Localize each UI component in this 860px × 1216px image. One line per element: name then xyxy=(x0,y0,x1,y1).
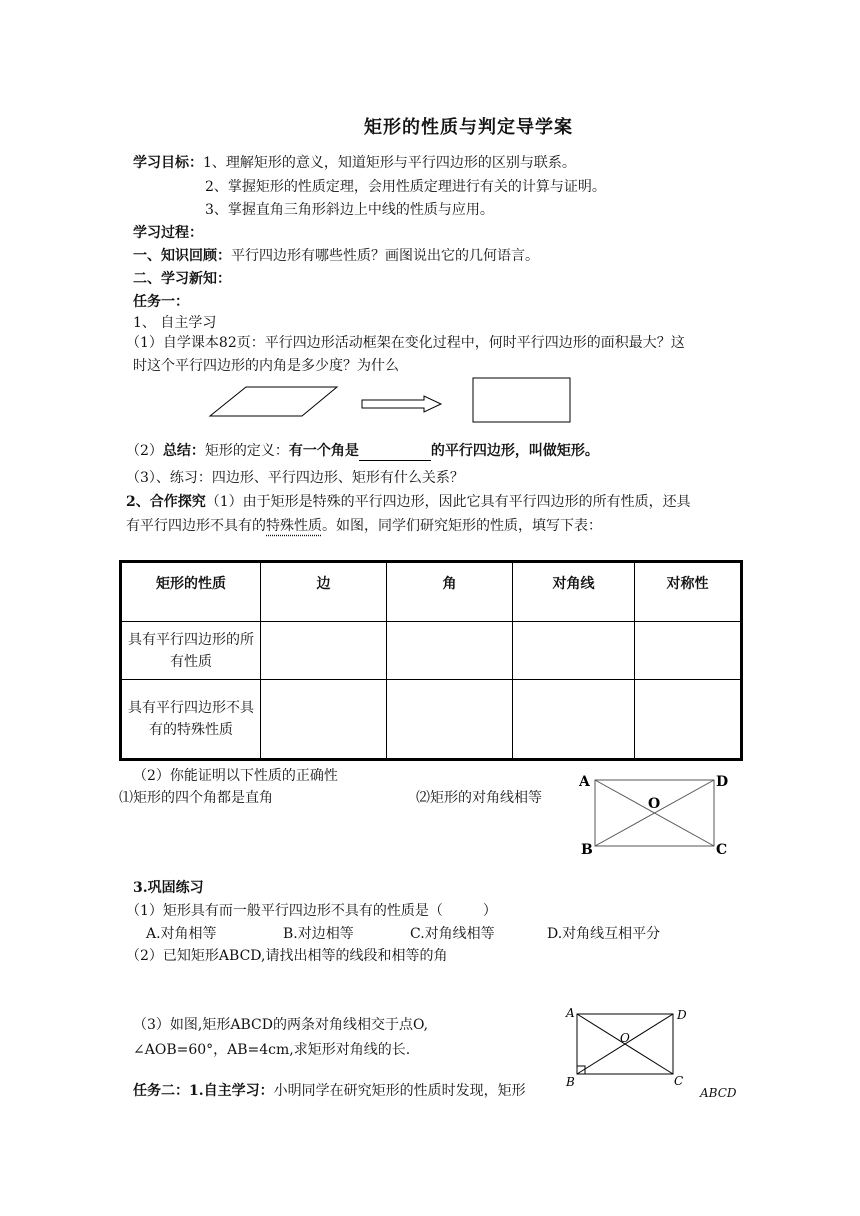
self-study-label: 1、 自主学习 xyxy=(133,315,217,331)
arrow-icon xyxy=(362,396,441,412)
vertex-label-b: B xyxy=(566,1075,575,1089)
option-c: C.对角线相等 xyxy=(410,926,495,942)
table-cell[interactable] xyxy=(387,680,513,760)
vertex-label-c: C xyxy=(716,842,728,858)
table-row xyxy=(121,622,742,680)
vertex-label-d: D xyxy=(716,774,729,790)
prove-item-1: ⑴矩形的四个角都是直角 xyxy=(119,790,273,806)
parallelogram-shape xyxy=(210,387,337,416)
rectangle-abcd-figure-1 xyxy=(577,770,732,858)
fill-blank[interactable] xyxy=(359,444,431,461)
table-header-cell: 对称性 xyxy=(635,562,742,622)
table-cell[interactable] xyxy=(387,622,513,680)
task2-abcd: ABCD xyxy=(700,1086,737,1100)
prove-intro: （2）你能证明以下性质的正确性 xyxy=(133,768,338,784)
table-cell[interactable] xyxy=(635,622,742,680)
goal-item-1: 1、理解矩形的意义，知道矩形与平行四边形的区别与联系。 xyxy=(203,155,576,171)
task1-label: 任务一： xyxy=(133,294,189,310)
table-header-cell: 角 xyxy=(387,562,513,622)
goal-item-2: 2、掌握矩形的性质定理，会用性质定理进行有关的计算与证明。 xyxy=(205,179,606,195)
table-header-cell: 对角线 xyxy=(513,562,635,622)
coop-line1: 2、合作探究（1）由于矩形是特殊的平行四边形，因此它具有平行四边形的所有性质，还具 xyxy=(126,494,691,510)
q2-definition-line: （2）总结：矩形的定义：有一个角是 的平行四边形，叫做矩形。 xyxy=(126,443,599,459)
properties-table xyxy=(119,560,743,761)
table-row-label: 具有平行四边形不具有的特殊性质 xyxy=(121,680,261,760)
center-label-o: O xyxy=(648,796,661,812)
table-cell[interactable] xyxy=(635,680,742,760)
table-header-cell: 边 xyxy=(261,562,387,622)
table-cell[interactable] xyxy=(261,622,387,680)
process-label: 学习过程： xyxy=(133,225,203,241)
vertex-label-b: B xyxy=(581,842,593,858)
option-d: D.对角线互相平分 xyxy=(547,926,661,942)
center-label-o: O xyxy=(620,1031,630,1045)
practice-q2: （2）已知矩形ABCD,请找出相等的线段和相等的角 xyxy=(126,948,448,964)
page-title: 矩形的性质与判定导学案 xyxy=(364,117,573,138)
table-row-label: 具有平行四边形的所有性质 xyxy=(121,622,261,680)
review-line xyxy=(133,246,539,266)
emphasis-dots-text: 特殊性质 xyxy=(266,518,322,534)
table-cell[interactable] xyxy=(513,622,635,680)
practice-q3-line2: ∠AOB=60°，AB=4cm,求矩形对角线的长. xyxy=(133,1042,411,1058)
option-b: B.对边相等 xyxy=(283,926,354,942)
rectangle-shape xyxy=(473,378,570,422)
coop-label: 2、合作探究 xyxy=(126,494,206,510)
q1-line1: （1）自学课本82页：平行四边形活动框架在变化过程中，何时平行四边形的面积最大？这 xyxy=(126,335,685,351)
task2-text: 小明同学在研究矩形的性质时发现，矩形 xyxy=(273,1083,526,1099)
task2-sub-label: 1.自主学习： xyxy=(189,1083,274,1099)
vertex-label-c: C xyxy=(674,1074,684,1088)
goals-label: 学习目标： xyxy=(133,155,203,171)
table-row xyxy=(121,680,742,760)
review-label: 一、知识回顾： xyxy=(133,248,231,264)
option-a: A.对角相等 xyxy=(146,926,217,942)
prove-item-2: ⑵矩形的对角线相等 xyxy=(416,790,542,806)
practice-label: 3.巩固练习 xyxy=(133,880,204,896)
practice-q3-line1: （3）如图,矩形ABCD的两条对角线相交于点O, xyxy=(133,1017,429,1033)
goal-item-3: 3、掌握直角三角形斜边上中线的性质与应用。 xyxy=(205,202,494,218)
goals-section xyxy=(133,153,576,173)
q1-line2: 时这个平行四边形的内角是多少度？为什么 xyxy=(133,358,399,374)
table-header-row xyxy=(121,562,742,622)
task2-label: 任务二： xyxy=(133,1083,189,1099)
table-cell[interactable] xyxy=(261,680,387,760)
review-text: 平行四边形有哪些性质？画图说出它的几何语言。 xyxy=(231,248,539,264)
table-cell[interactable] xyxy=(513,680,635,760)
table-header-cell: 矩形的性质 xyxy=(121,562,261,622)
practice-q1: （1）矩形具有而一般平行四边形不具有的性质是（ ） xyxy=(126,903,497,919)
vertex-label-a: A xyxy=(566,1006,575,1020)
rectangle-abcd-figure-2 xyxy=(562,1004,692,1090)
parallelogram-to-rectangle-figure xyxy=(200,370,580,430)
task2-line xyxy=(133,1081,526,1101)
q2-summary-label: 总结： xyxy=(162,443,205,459)
new-knowledge-label: 二、学习新知： xyxy=(133,271,231,287)
coop-line2: 有平行四边形不具有的特殊性质。如图，同学们研究矩形的性质，填写下表： xyxy=(126,518,602,534)
vertex-label-a: A xyxy=(579,774,590,790)
vertex-label-d: D xyxy=(677,1008,687,1022)
q3-line: （3）、练习：四边形、平行四边形、矩形有什么关系？ xyxy=(126,470,464,486)
